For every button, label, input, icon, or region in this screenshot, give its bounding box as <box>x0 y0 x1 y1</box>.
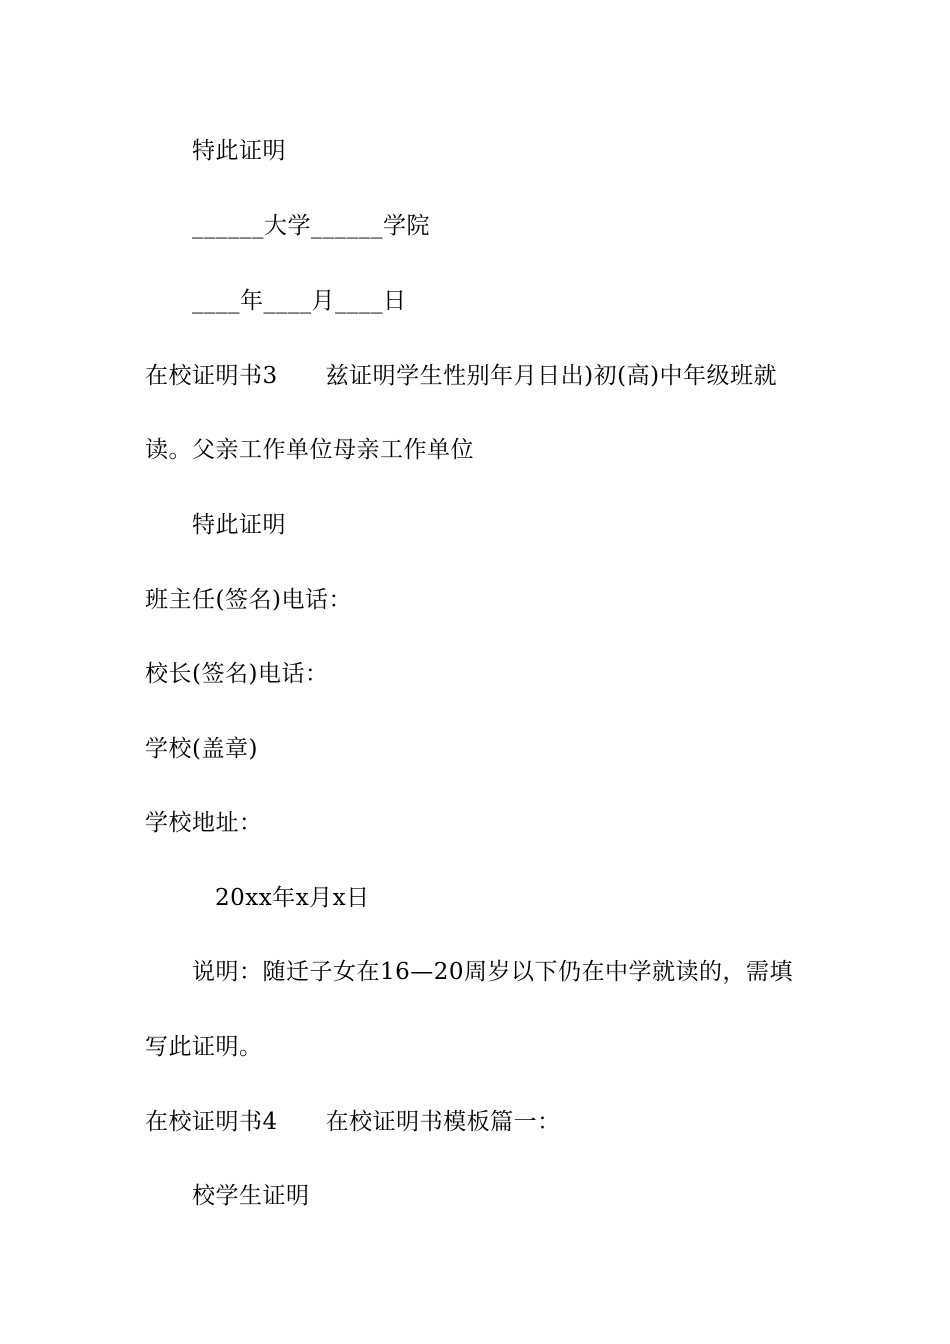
text-line-6: 特此证明 <box>192 512 286 538</box>
text-span-14b: 在校证明书模板篇一： <box>325 1109 561 1135</box>
text-line-5: 读。父亲工作单位母亲工作单位 <box>145 437 474 463</box>
text-line-11: 20xx年x月x日 <box>215 885 370 911</box>
text-line-3: ____年____月____日 <box>192 288 407 314</box>
text-line-4 <box>145 361 777 391</box>
text-line-12: 说明：随迁子女在16—20周岁以下仍在中学就读的，需填 <box>192 959 794 985</box>
text-line-9: 学校(盖章) <box>145 736 258 762</box>
text-span-4b: 兹证明学生性别年月日出)初(高)中年级班就 <box>325 363 778 389</box>
text-line-2: ______大学______学院 <box>192 213 430 239</box>
text-line-13: 写此证明。 <box>145 1034 263 1060</box>
text-line-1: 特此证明 <box>192 138 286 164</box>
text-line-8: 校长(签名)电话： <box>145 661 329 687</box>
text-line-15: 校学生证明 <box>192 1183 310 1209</box>
text-line-14 <box>145 1107 561 1137</box>
text-line-10: 学校地址： <box>145 810 263 836</box>
section-heading-3: 在校证明书3 <box>145 363 278 389</box>
text-line-7: 班主任(签名)电话： <box>145 587 352 613</box>
section-heading-4: 在校证明书4 <box>145 1109 278 1135</box>
